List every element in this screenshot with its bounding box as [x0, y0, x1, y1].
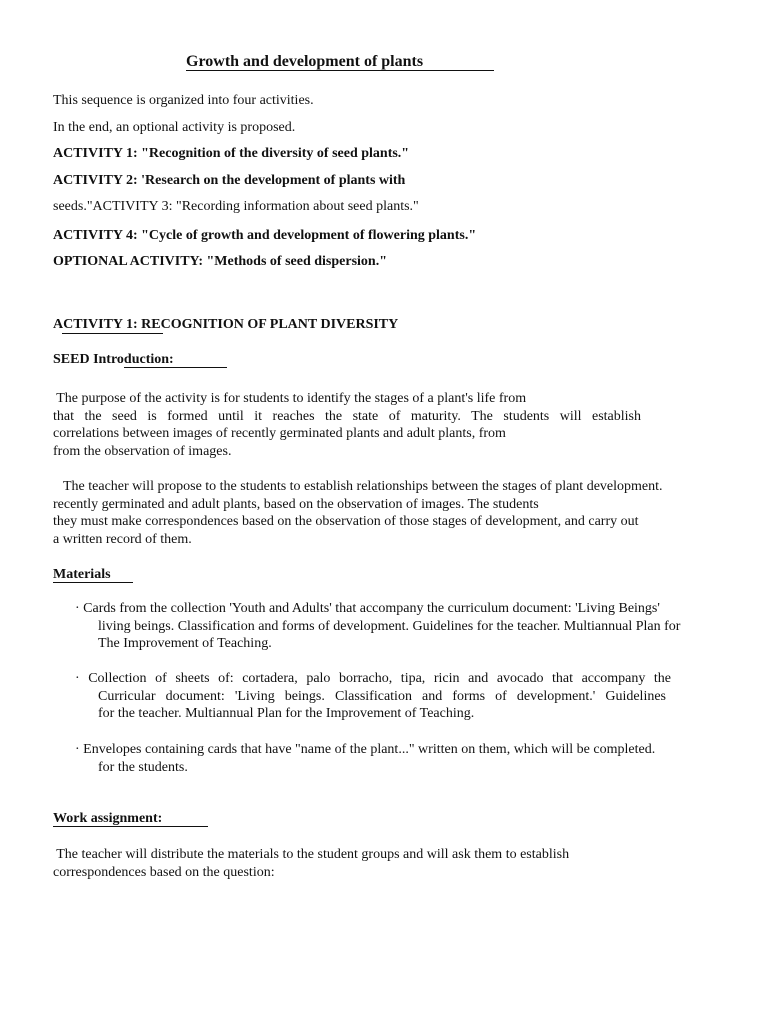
- list-item-text: Curricular document: 'Living beings. Classification and forms of development.' Guidelines: [98, 688, 666, 704]
- activity-4-item: ACTIVITY 4: "Cycle of growth and development of flowering plants.": [53, 228, 477, 243]
- work-paragraph: [53, 846, 569, 881]
- list-item-text: for the teacher. Multiannual Plan for the Improvement of Teaching.: [98, 706, 475, 722]
- activity-3-item: seeds."ACTIVITY 3: "Recording information about seed plants.": [53, 199, 419, 214]
- materials-heading-underline: [53, 582, 133, 583]
- paragraph-line: they must make correspondences based on the observation of those stages of development, and carry out: [53, 514, 639, 530]
- list-item-text: The Improvement of Teaching.: [98, 636, 272, 652]
- paragraph-line: The teacher will distribute the materials to the student groups and will ask them to establish: [53, 847, 570, 862]
- list-item-text: · Envelopes containing cards that have "name of the plant..." written on them, which will be completed.: [75, 742, 656, 757]
- paragraph-line: correspondences based on the question:: [53, 864, 275, 880]
- teacher-paragraph: [53, 478, 663, 548]
- activity-2-item: ACTIVITY 2: 'Research on the development of plants with: [53, 173, 406, 188]
- list-item: [75, 670, 671, 723]
- intro-line-1: This sequence is organized into four activities.: [53, 93, 314, 108]
- paragraph-line: that the seed is formed until it reaches the state of maturity. The students will establish: [53, 408, 641, 424]
- paragraph-line: recently germinated and adult plants, based on the observation of images. The students: [53, 496, 539, 512]
- materials-heading: Materials: [53, 567, 111, 582]
- list-item: [75, 600, 680, 653]
- paragraph-line: correlations between images of recently germinated plants and adult plants, from: [53, 426, 506, 442]
- introduction-heading: SEED Introduction:: [53, 352, 174, 367]
- list-item: [75, 741, 655, 776]
- activity-1-item: ACTIVITY 1: "Recognition of the diversity of seed plants.": [53, 146, 410, 161]
- list-item-text: · Collection of sheets of: cortadera, palo borracho, tipa, ricin and avocado that accompany the: [75, 671, 671, 686]
- section-heading-underline: [62, 333, 163, 334]
- introduction-heading-underline: [124, 367, 227, 368]
- paragraph-line: a written record of them.: [53, 531, 192, 547]
- paragraph-line: The purpose of the activity is for students to identify the stages of a plant's life from: [53, 391, 527, 406]
- paragraph-line: The teacher will propose to the students to establish relationships between the stages of plant development.: [63, 479, 663, 494]
- work-assignment-heading: Work assignment:: [53, 811, 163, 826]
- list-item-text: · Cards from the collection 'Youth and Adults' that accompany the curriculum document: 'Living Beings': [75, 601, 660, 616]
- title-underline: [186, 70, 494, 71]
- work-assignment-heading-underline: [53, 826, 208, 827]
- section-heading: ACTIVITY 1: RECOGNITION OF PLANT DIVERSITY: [53, 317, 399, 332]
- intro-line-2: In the end, an optional activity is proposed.: [53, 120, 296, 135]
- paragraph-line: from the observation of images.: [53, 443, 232, 459]
- optional-activity-item: OPTIONAL ACTIVITY: "Methods of seed dispersion.": [53, 254, 387, 269]
- purpose-paragraph: [53, 390, 641, 460]
- list-item-text: for the students.: [98, 759, 188, 775]
- list-item-text: living beings. Classification and forms of development. Guidelines for the teacher. Multiannual Plan for: [98, 618, 681, 634]
- document-title: Growth and development of plants: [186, 53, 424, 70]
